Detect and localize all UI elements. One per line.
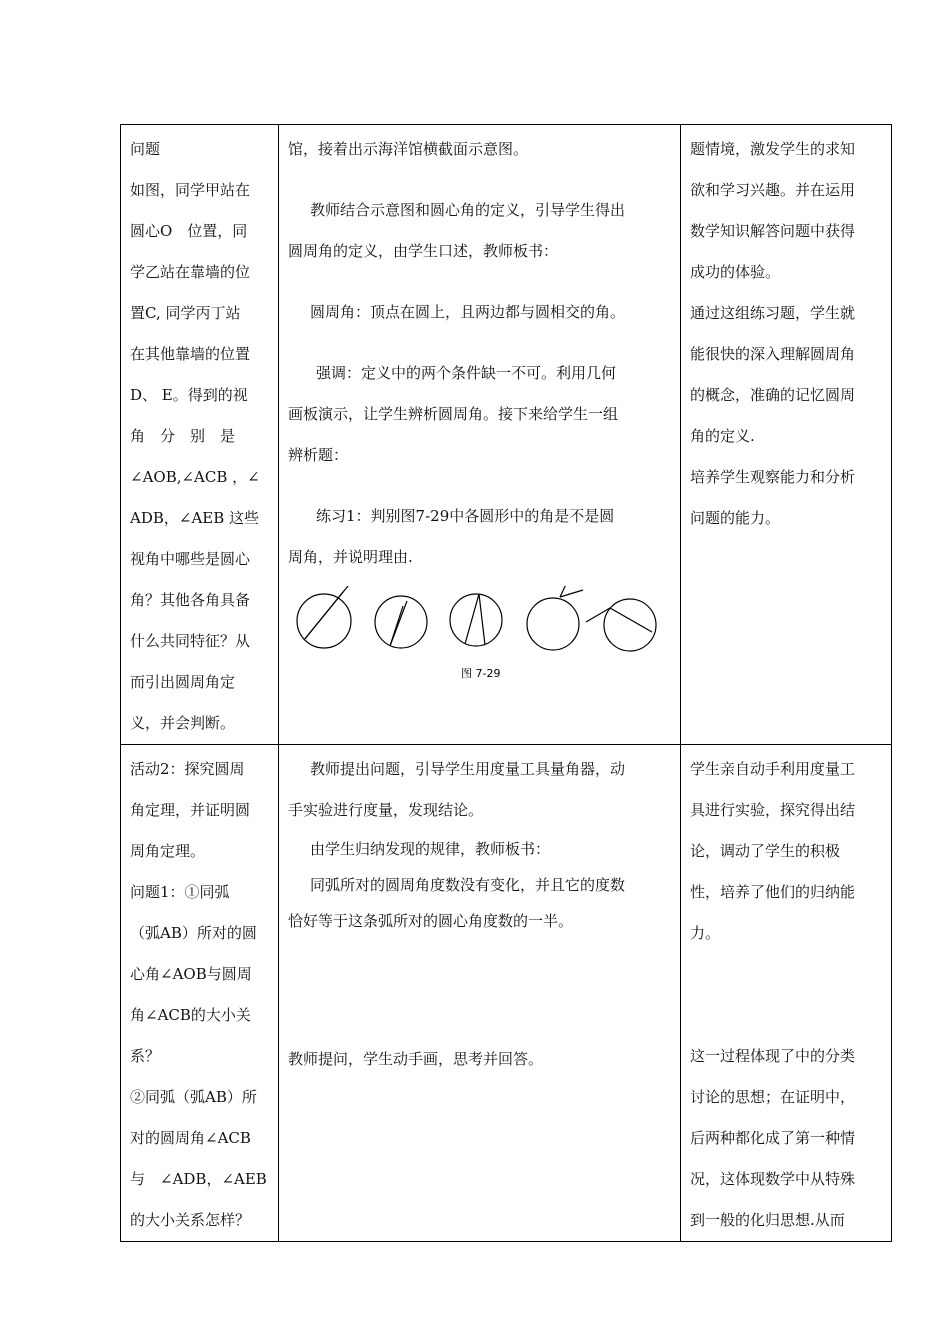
lesson-plan-table <box>120 124 892 1242</box>
problem-cell <box>121 125 279 745</box>
design-intent-text: 题情境，激发学生的求知 欲和学习兴趣。并在运用 数学知识解答问题中获得 成功的体验。 通过这组练习题，学生就 能很快的深入理解圆周角 的概念，准确的记忆圆周 角的定义. 培养学生观察能力和分析 问题的能力。 <box>690 140 856 527</box>
problem-text: 问题 如图，同学甲站在 圆心O 位置，同 学乙站在靠墙的位 置C, 同学丙丁站 在其他靠墙的位置 D、 E。得到的视 角 分 别 是 ∠AOB,∠ACB ，∠ ADB，∠AEB 这些 视角中哪些是圆心 角？其他各角具备 什么共同特征？从 而引出圆周角定 义，并会判断。 <box>130 140 260 732</box>
circle-2 <box>375 596 427 648</box>
circle-1 <box>297 594 351 648</box>
activity-cell <box>121 745 279 1242</box>
figure-2-ray-2 <box>390 601 407 646</box>
teacher-activity-text-2: 教师提出问题，引导学生用度量工具量角器，动 手实验进行度量，发现结论。 由学生归纳发现的规律，教师板书： 同弧所对的圆周角度数没有变化，并且它的度数 恰好等于这条弧所对的圆心角度数的一半。 教师提问，学生动手画，思考并回答。 <box>288 760 626 1068</box>
teacher-activity-text: 馆，接着出示海洋馆横截面示意图。 教师结合示意图和圆心角的定义，引导学生得出 圆周角的定义，由学生口述，教师板书： 圆周角：顶点在圆上，且两边都与圆相交的角。 强调：定义中的两个条件缺一不可。利用几何 画板演示，让学生辨析圆周角。接下来给学生一组 辨析题： 练习1：判别图7-29中各圆形中的角是不是圆 周角，并说明理由. <box>288 140 626 566</box>
circle-figure <box>288 586 670 686</box>
teacher-activity-cell <box>279 125 681 745</box>
table-row <box>121 125 892 745</box>
design-intent-text-2: 学生亲自动手利用度量工 具进行实验，探究得出结 论，调动了学生的积极 性，培养了他们的归纳能 力。 这一过程体现了中的分类 讨论的思想；在证明中， 后两种都化成了第一种情 况，这体现数学中从特殊 到一般的化归思想.从而 <box>690 760 856 1229</box>
table-row <box>121 745 892 1242</box>
figure-caption: 图 7-29 <box>461 667 501 680</box>
activity-text: 活动2：探究圆周 角定理，并证明圆 周角定理。 问题1：①同弧 （弧AB）所对的圆 心角∠AOB与圆周 角∠ACB的大小关 系？ ②同弧（弧AB）所 对的圆周角∠ACB 与 ∠ADB，∠AEB 的大小关系怎样？ <box>130 760 267 1229</box>
design-intent-cell-2 <box>681 745 892 1242</box>
circle-3 <box>450 594 502 646</box>
figure-1-ray-2 <box>304 592 343 640</box>
figure-3-ray-1 <box>465 594 479 644</box>
figure-5-ray-1 <box>610 608 652 632</box>
design-intent-cell <box>681 125 892 745</box>
circle-4 <box>527 598 579 650</box>
teacher-activity-cell-2 <box>279 745 681 1242</box>
circle-5 <box>604 599 656 651</box>
figure-3-ray-2 <box>479 594 485 645</box>
